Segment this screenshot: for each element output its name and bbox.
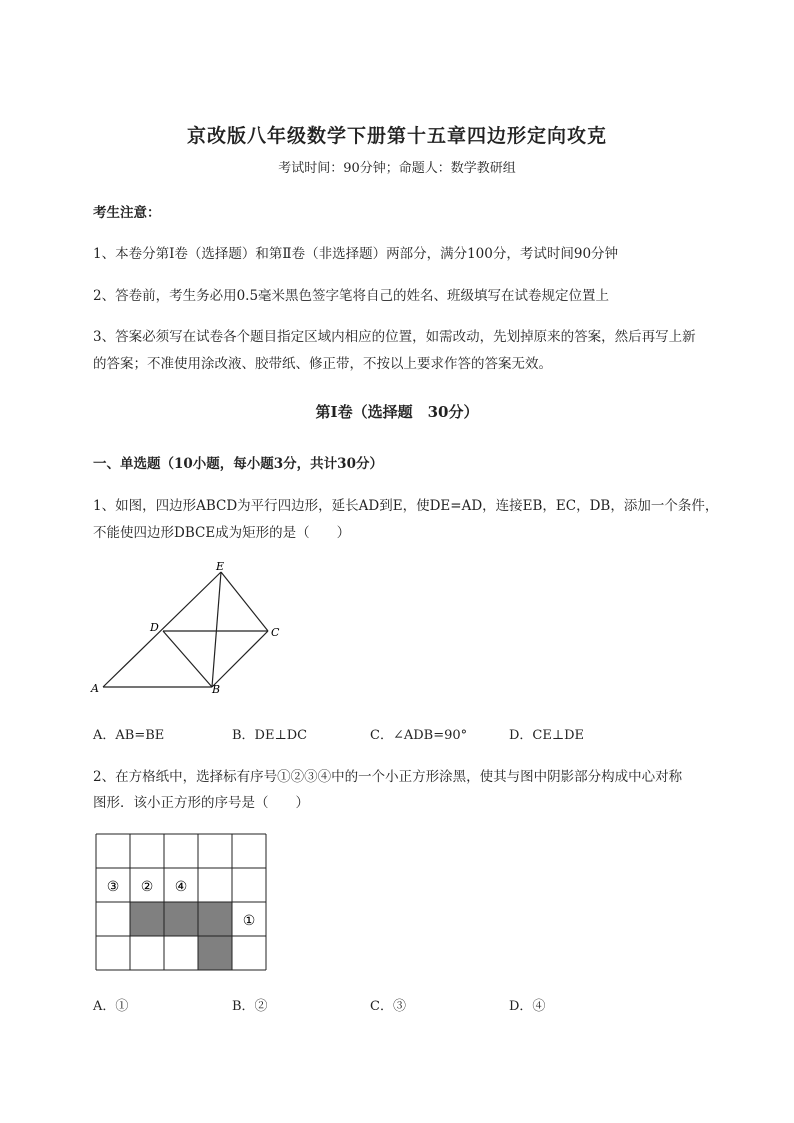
q1-option-d[interactable]: D．CE⊥DE: [509, 728, 584, 743]
point-label-D: D: [150, 621, 159, 634]
grid-mark-1: ①: [242, 913, 256, 929]
q1-option-b[interactable]: B．DE⊥DC: [232, 728, 308, 743]
segment-EC: [221, 572, 268, 631]
q2-option-b[interactable]: B．②: [232, 999, 268, 1014]
notice-heading: 考生注意：: [93, 205, 161, 221]
shaded-cell: [198, 902, 232, 936]
q1-stem-line2: 不能使四边形DBCE成为矩形的是（ ）: [93, 525, 351, 541]
notice-item-3-cont: 的答案；不准使用涂改液、胶带纸、修正带，不按以上要求作答的答案无效。: [93, 356, 552, 372]
grid-mark-4: ④: [174, 879, 188, 895]
shaded-cell: [130, 902, 164, 936]
exam-title: 京改版八年级数学下册第十五章四边形定向攻克: [186, 125, 607, 147]
segment-EB: [212, 572, 221, 687]
q1-option-c[interactable]: C．∠ADB=90°: [370, 728, 468, 743]
shaded-cell: [164, 902, 198, 936]
section-title: 第I卷（选择题 30分）: [315, 403, 479, 421]
point-label-E: E: [216, 560, 225, 573]
q2-option-a[interactable]: A．①: [93, 999, 129, 1014]
part-heading: 一、单选题（10小题，每小题3分，共计30分）: [93, 456, 383, 472]
q2-stem-line1: 2、在方格纸中，选择标有序号①②③④中的一个小正方形涂黑，使其与图中阴影部分构成中心对称: [93, 769, 683, 785]
grid-mark-3: ③: [106, 879, 120, 895]
exam-subtitle: 考试时间：90分钟；命题人：数学教研组: [278, 161, 516, 176]
q1-option-a[interactable]: A．AB=BE: [93, 728, 165, 743]
q2-grid-figure: [95, 833, 270, 973]
q2-stem-line2: 图形．该小正方形的序号是（ ）: [93, 795, 309, 811]
q1-stem-line1: 1、如图，四边形ABCD为平行四边形，延长AD到E，使DE=AD，连接EB，EC，DB，添加一个条件，: [93, 498, 719, 514]
segment-AE: [103, 572, 221, 687]
notice-item-1: 1、本卷分第I卷（选择题）和第Ⅱ卷（非选择题）两部分，满分100分，考试时间90分钟: [93, 246, 619, 262]
q1-parallelogram-figure: [88, 560, 288, 700]
point-label-B: B: [212, 683, 221, 696]
grid-mark-2: ②: [140, 879, 154, 895]
notice-item-2: 2、答卷前，考生务必用0.5毫米黑色签字笔将自己的姓名、班级填写在试卷规定位置上: [93, 288, 610, 304]
point-label-A: A: [91, 682, 99, 695]
shaded-cell: [198, 936, 232, 970]
notice-item-3: 3、答案必须写在试卷各个题目指定区域内相应的位置，如需改动，先划掉原来的答案，然后再写上新: [93, 329, 696, 345]
q2-option-c[interactable]: C．③: [370, 999, 406, 1014]
segment-BC: [212, 631, 268, 687]
grid-lines: [96, 834, 266, 970]
point-label-C: C: [271, 626, 280, 639]
segment-DB: [163, 631, 212, 687]
q2-option-d[interactable]: D．④: [509, 999, 546, 1014]
